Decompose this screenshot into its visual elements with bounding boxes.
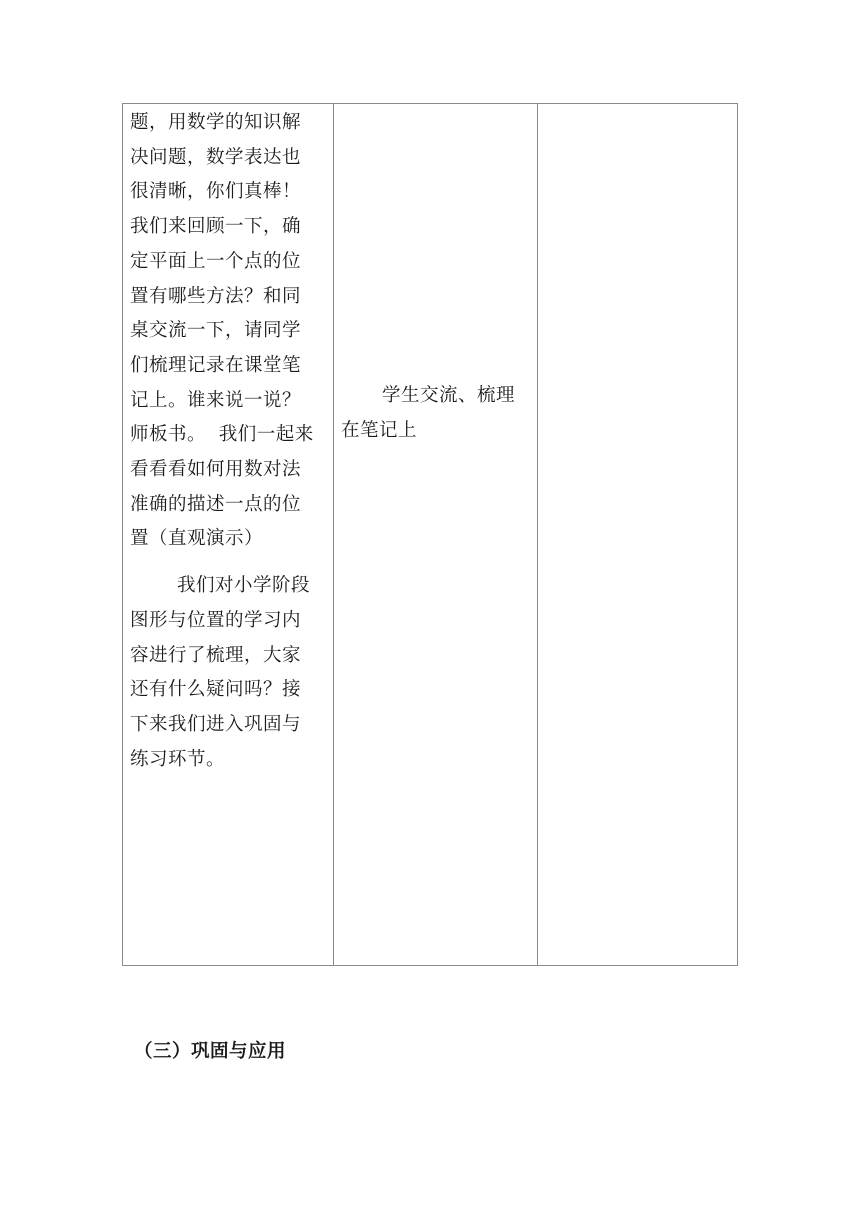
text-line: 们梳理记录在课堂笔 <box>130 354 302 376</box>
text-line: 很清晰，你们真棒！ <box>130 181 302 203</box>
text-line: 下来我们进入巩固与 <box>130 713 302 735</box>
text-line: 决问题，数学表达也 <box>130 146 302 168</box>
text-line: 练习环节。 <box>130 748 226 770</box>
text-line: 我们对小学阶段 <box>177 575 311 597</box>
student-paragraph <box>341 379 515 448</box>
student-activity-cell <box>334 104 538 965</box>
text-line: 我们来回顾一下，确 <box>130 216 302 238</box>
text-line: 还有什么疑问吗？接 <box>130 679 302 701</box>
text-line: 桌交流一下，请同学 <box>130 320 302 342</box>
text-line: 置（直观演示） <box>130 528 264 550</box>
teacher-paragraph-2 <box>123 567 333 777</box>
notes-cell <box>538 104 737 965</box>
text-line: 图形与位置的学习内 <box>130 609 302 631</box>
text-line: 在笔记上 <box>341 419 418 441</box>
text-line: 学生交流、梳理 <box>382 385 516 406</box>
text-line: 看看看如何用数对法 <box>130 459 302 481</box>
text-line: 容进行了梳理，大家 <box>130 644 302 666</box>
text-line: 师板书。 我们一起来 <box>130 424 314 446</box>
text-line: 题，用数学的知识解 <box>130 112 302 133</box>
lesson-table <box>122 103 738 966</box>
teacher-activity-cell <box>123 104 334 965</box>
text-line: 记上。谁来说一说？ <box>130 389 302 411</box>
text-line: 定平面上一个点的位 <box>130 250 302 272</box>
teacher-paragraph-1 <box>123 104 333 557</box>
text-line: 准确的描述一点的位 <box>130 493 302 515</box>
section-heading: （三）巩固与应用 <box>134 1041 287 1062</box>
text-line: 置有哪些方法？和同 <box>130 285 302 307</box>
